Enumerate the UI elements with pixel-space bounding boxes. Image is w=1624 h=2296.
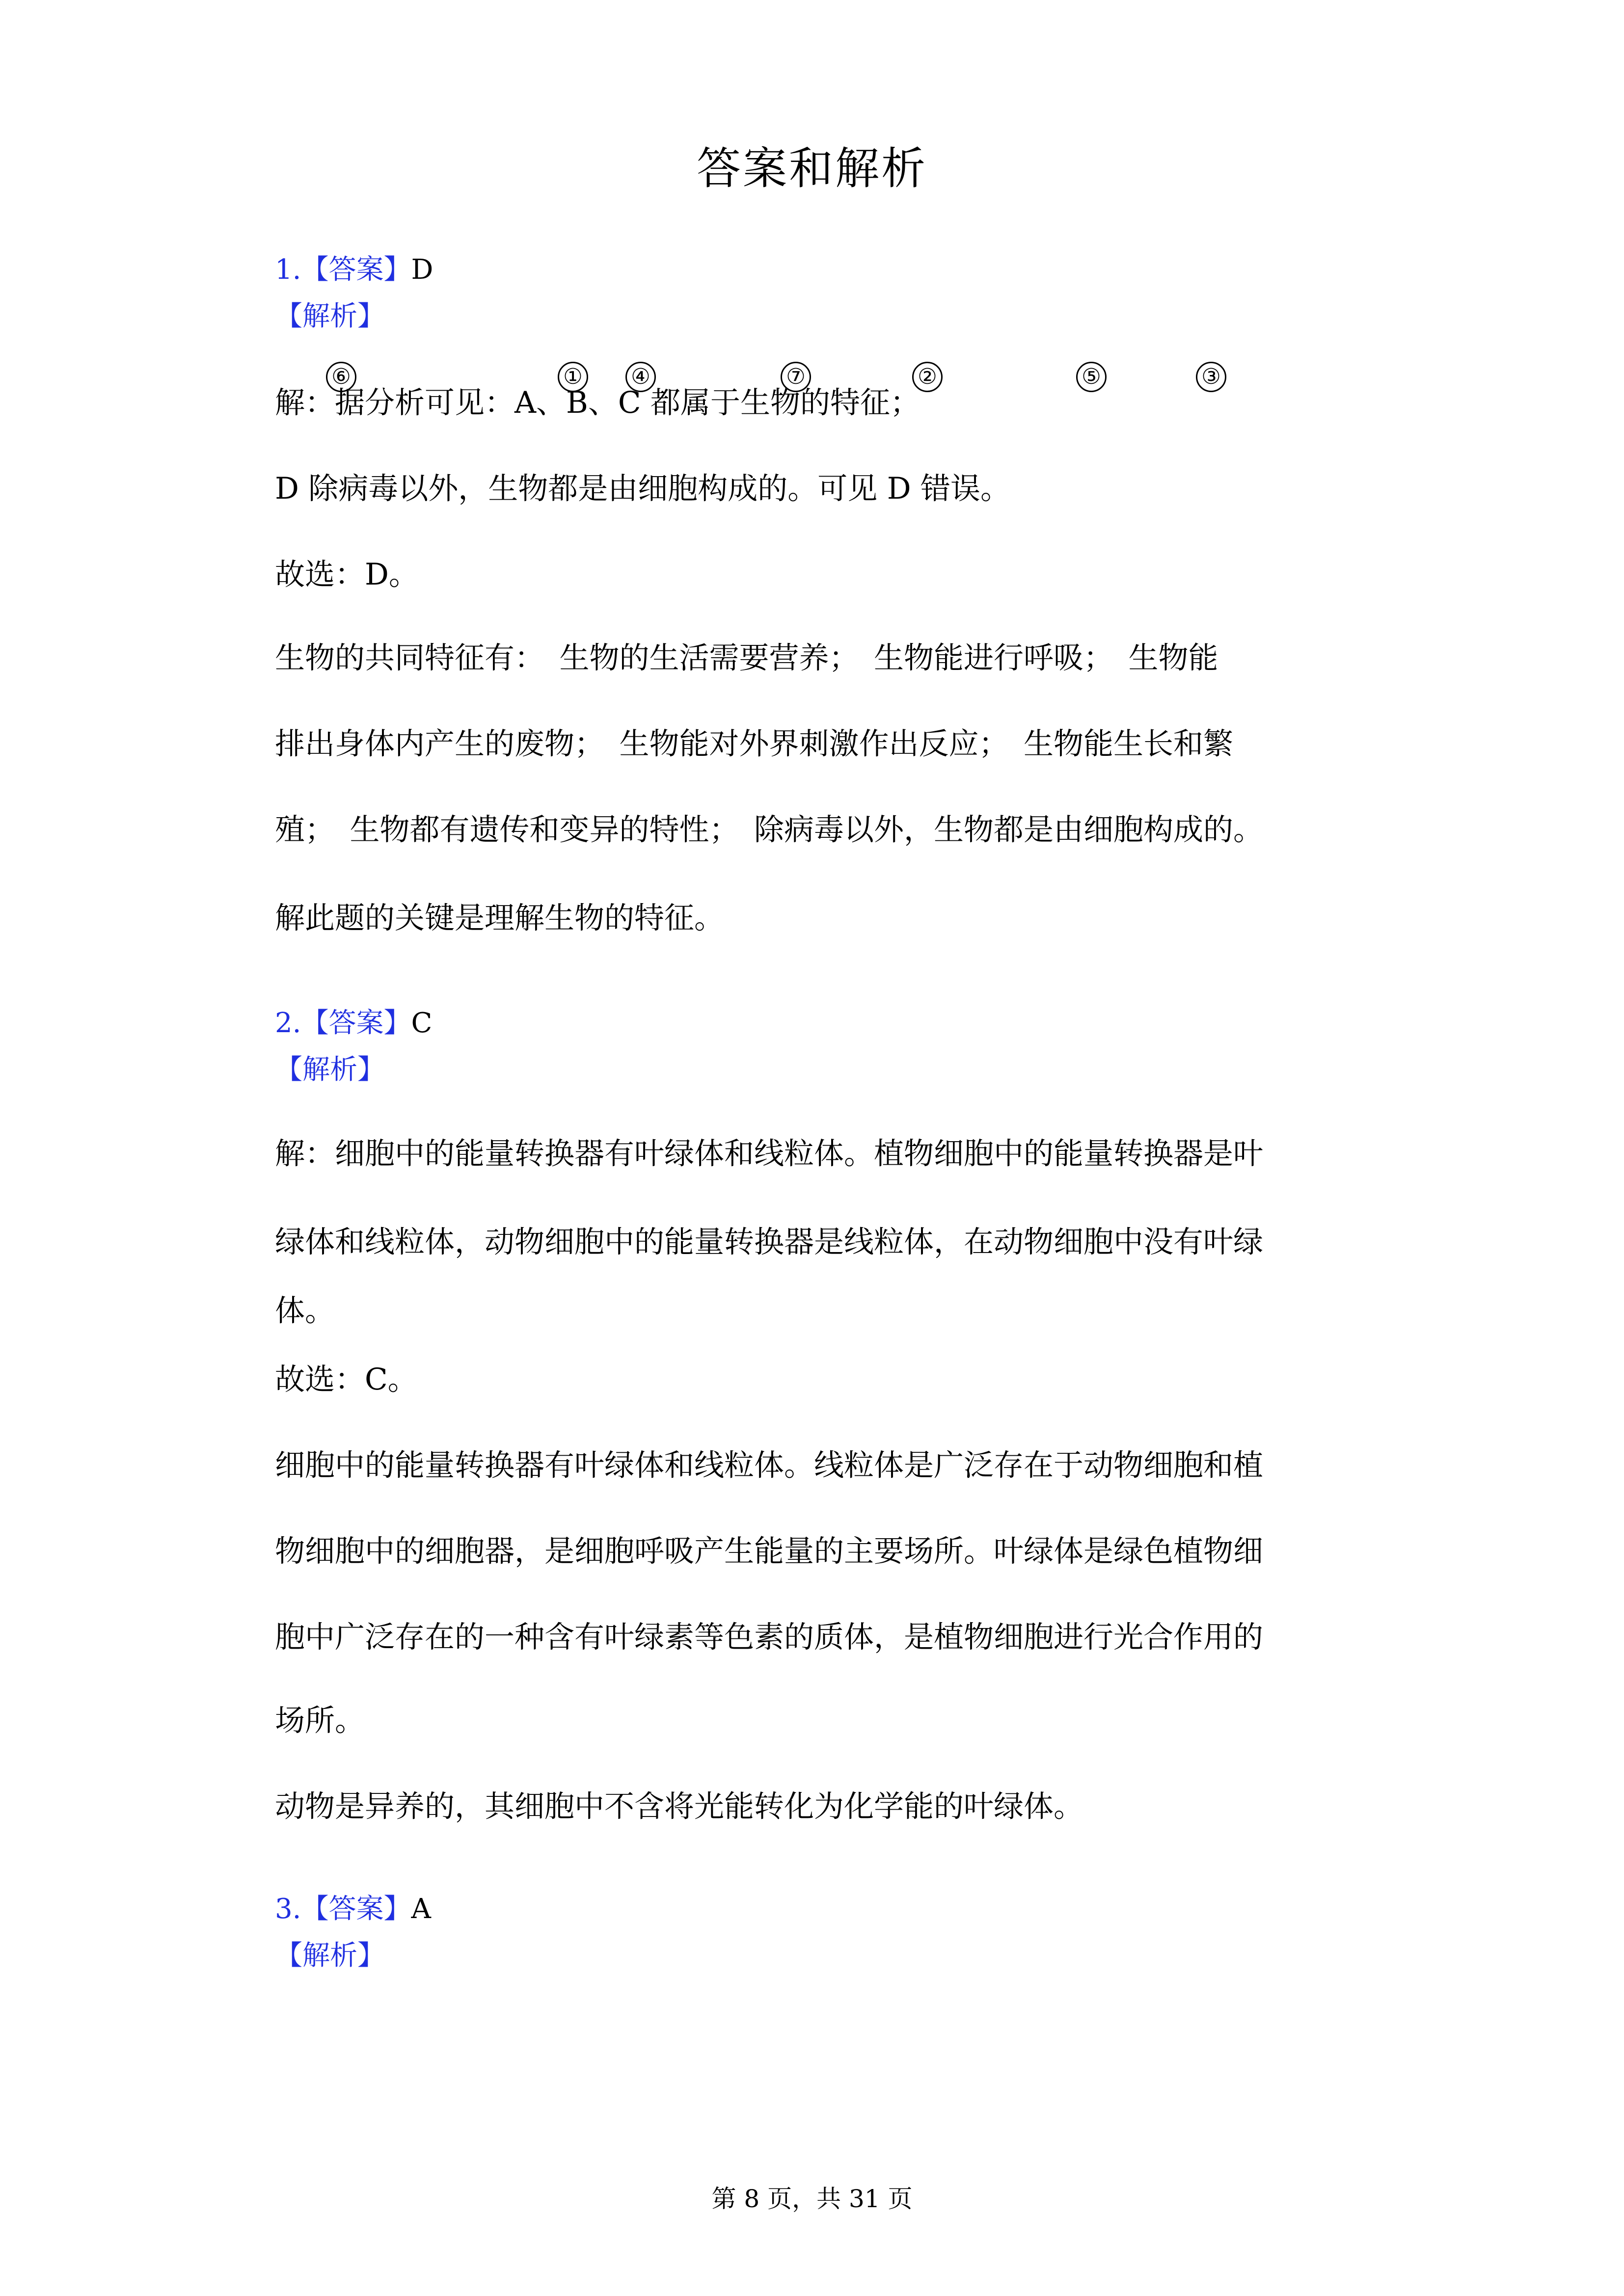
q1-text-line: 生物的共同特征有： 生物的生活需要营养； 生物能进行呼吸； 生物能	[275, 641, 1218, 675]
q1-text-line: 排出身体内产生的废物； 生物能对外界刺激作出反应； 生物能生长和繁	[275, 726, 1234, 761]
circled-number-marker: ⑦	[781, 362, 811, 392]
q2-number: 2.	[275, 1007, 301, 1039]
q2-text-line: 解：细胞中的能量转换器有叶绿体和线粒体。植物细胞中的能量转换器是叶	[275, 1136, 1264, 1171]
q2-analysis-tag: 【解析】	[275, 1054, 385, 1086]
circled-number-marker: ②	[912, 362, 943, 392]
q2-text-line: 体。	[275, 1293, 335, 1328]
q2-text-line: 细胞中的能量转换器有叶绿体和线粒体。线粒体是广泛存在于动物细胞和植	[275, 1448, 1264, 1483]
q3-answer-line	[275, 1887, 431, 1926]
circled-number-marker: ③	[1196, 362, 1226, 392]
q3-answer-value: A	[411, 1893, 431, 1925]
q2-text-line: 物细胞中的细胞器，是细胞呼吸产生能量的主要场所。叶绿体是绿色植物细	[275, 1534, 1264, 1569]
q2-answer-tag: 【答案】	[301, 1007, 411, 1039]
q1-text-line: 故选：D。	[275, 557, 419, 592]
q1-answer-value: D	[411, 254, 433, 286]
q2-text-line: 故选：C。	[275, 1362, 418, 1397]
page-footer: 第 8 页，共 31 页	[711, 2185, 913, 2213]
q2-text-line: 绿体和线粒体，动物细胞中的能量转换器是线粒体，在动物细胞中没有叶绿	[275, 1225, 1264, 1259]
circled-number-marker: ④	[625, 362, 656, 392]
q3-number: 3.	[275, 1893, 301, 1925]
q1-answer-line	[275, 248, 433, 287]
q1-text-line: 殖； 生物都有遗传和变异的特性； 除病毒以外，生物都是由细胞构成的。	[275, 812, 1264, 847]
q2-text-line: 动物是异养的，其细胞中不含将光能转化为化学能的叶绿体。	[275, 1789, 1084, 1824]
q2-text-line: 胞中广泛存在的一种含有叶绿素等色素的质体，是植物细胞进行光合作用的	[275, 1620, 1264, 1655]
q3-analysis-tag: 【解析】	[275, 1940, 385, 1972]
q2-answer-line	[275, 1001, 432, 1041]
q1-answer-tag: 【答案】	[301, 254, 411, 286]
q2-text-line: 场所。	[275, 1703, 365, 1738]
q1-text-line: 解此题的关键是理解生物的特征。	[275, 901, 725, 935]
q1-analysis-tag: 【解析】	[275, 300, 385, 332]
page-title: 答案和解析	[697, 143, 927, 194]
q3-answer-tag: 【答案】	[301, 1893, 411, 1925]
circled-number-marker: ⑥	[326, 362, 356, 392]
q1-text-line: 解：据分析可见：A、B、C 都属于生物的特征；	[275, 385, 920, 420]
circled-number-marker: ⑤	[1076, 362, 1107, 392]
circled-number-marker: ①	[558, 362, 588, 392]
q1-number: 1.	[275, 254, 301, 286]
q2-answer-value: C	[411, 1007, 433, 1039]
q1-text-line: D 除病毒以外，生物都是由细胞构成的。可见 D 错误。	[275, 471, 1010, 506]
